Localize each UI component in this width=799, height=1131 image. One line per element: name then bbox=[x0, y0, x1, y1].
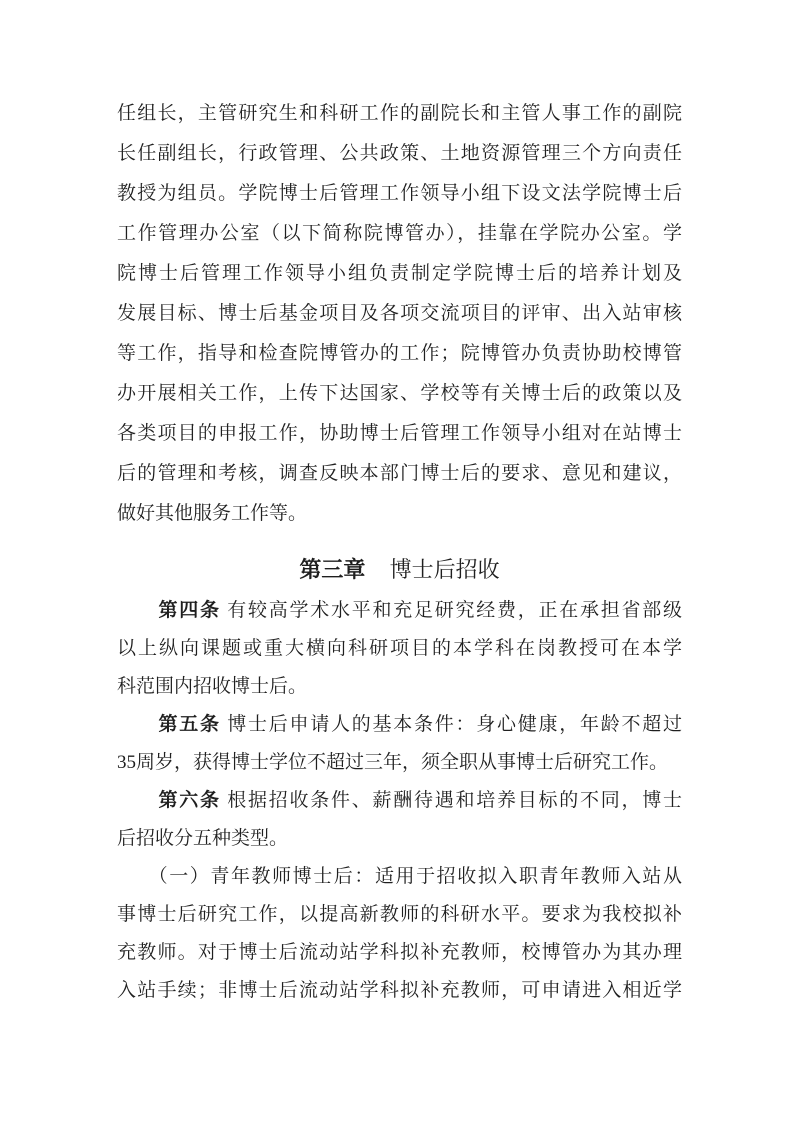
line-text: 教授为组员。学院博士后管理工作领导小组下设文法学院博士后 bbox=[117, 183, 682, 204]
line-text: 根据招收条件、薪酬待遇和培养目标的不同，博士 bbox=[220, 790, 682, 811]
text-line bbox=[117, 820, 682, 858]
text-line bbox=[117, 668, 682, 706]
text-line bbox=[117, 744, 682, 782]
paragraph-continuation bbox=[117, 94, 682, 534]
line-text: 院博士后管理工作领导小组负责制定学院博士后的培养计划及 bbox=[117, 263, 682, 284]
line-text: 后的管理和考核，调查反映本部门博士后的要求、意见和建议， bbox=[117, 463, 682, 484]
text-line bbox=[117, 454, 682, 494]
text-line bbox=[117, 972, 682, 1010]
text-line bbox=[117, 858, 682, 896]
text-line bbox=[117, 706, 682, 744]
line-text: 发展目标、博士后基金项目及各项交流项目的评审、出入站审核 bbox=[117, 303, 682, 324]
line-text: 长任副组长，行政管理、公共政策、土地资源管理三个方向责任 bbox=[117, 143, 682, 164]
text-line bbox=[117, 494, 682, 534]
paragraph-article-5 bbox=[117, 706, 682, 782]
line-text: 工作管理办公室（以下简称院博管办），挂靠在学院办公室。学 bbox=[117, 223, 682, 244]
paragraph-article-4 bbox=[117, 592, 682, 706]
line-text: 充教师。对于博士后流动站学科拟补充教师，校博管办为其办理 bbox=[117, 942, 682, 963]
line-text: 事博士后研究工作，以提高新教师的科研水平。要求为我校拟补 bbox=[117, 904, 682, 925]
line-text: 等工作，指导和检查院博管办的工作；院博管办负责协助校博管 bbox=[117, 343, 682, 364]
line-text: （一）青年教师博士后：适用于招收拟入职青年教师入站从 bbox=[117, 866, 682, 887]
text-line bbox=[117, 374, 682, 414]
article-number: 第五条 bbox=[158, 714, 221, 735]
text-line bbox=[117, 214, 682, 254]
indent bbox=[117, 714, 159, 735]
line-text: 各类项目的申报工作，协助博士后管理工作领导小组对在站博士 bbox=[117, 423, 682, 444]
text-line bbox=[117, 934, 682, 972]
article-number: 第六条 bbox=[158, 790, 221, 811]
line-text: 做好其他服务工作等。 bbox=[117, 503, 308, 524]
text-line bbox=[117, 334, 682, 374]
text-line bbox=[117, 174, 682, 214]
chapter-heading bbox=[117, 552, 682, 588]
line-text: 有较高学术水平和充足研究经费，正在承担省部级 bbox=[220, 600, 682, 621]
line-text: 后招收分五种类型。 bbox=[117, 828, 289, 849]
article-number: 第四条 bbox=[158, 600, 221, 621]
text-line bbox=[117, 94, 682, 134]
line-text: 科范围内招收博士后。 bbox=[117, 676, 308, 697]
line-text: 入站手续；非博士后流动站学科拟补充教师，可申请进入相近学 bbox=[117, 980, 682, 1001]
line-text: 博士后申请人的基本条件：身心健康，年龄不超过 bbox=[220, 714, 682, 735]
text-line bbox=[117, 254, 682, 294]
text-line bbox=[117, 134, 682, 174]
indent bbox=[117, 600, 159, 621]
indent bbox=[117, 790, 159, 811]
line-text: 办开展相关工作，上传下达国家、学校等有关博士后的政策以及 bbox=[117, 383, 682, 404]
line-text: 以上纵向课题或重大横向科研项目的本学科在岗教授可在本学 bbox=[117, 638, 682, 659]
text-line bbox=[117, 294, 682, 334]
chapter-title: 博士后招收 bbox=[389, 557, 500, 582]
text-line bbox=[117, 414, 682, 454]
chapter-number: 第三章 bbox=[299, 557, 366, 582]
text-line bbox=[117, 630, 682, 668]
text-line bbox=[117, 592, 682, 630]
line-text: 35周岁，获得博士学位不超过三年，须全职从事博士后研究工作。 bbox=[117, 752, 669, 773]
line-text: 任组长，主管研究生和科研工作的副院长和主管人事工作的副院 bbox=[117, 103, 682, 124]
paragraph-type-1 bbox=[117, 858, 682, 1010]
text-line bbox=[117, 782, 682, 820]
text-line bbox=[117, 896, 682, 934]
paragraph-article-6 bbox=[117, 782, 682, 858]
